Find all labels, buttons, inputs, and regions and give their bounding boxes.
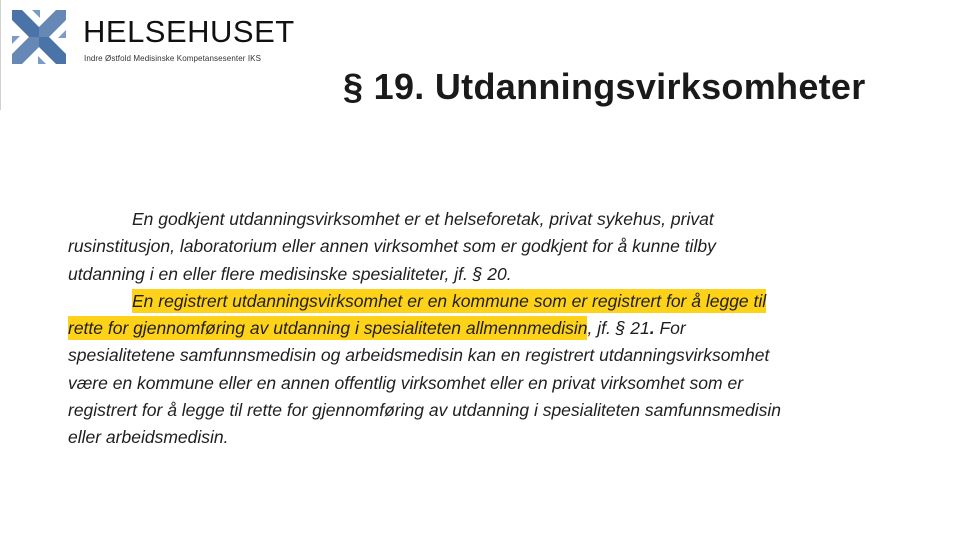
highlighted-text: rette for gjennomføring av utdanning i spesialiteten allmennmedisin xyxy=(68,318,588,339)
helsehuset-logo xyxy=(10,8,295,68)
highlighted-text: En registrert utdanningsvirksomhet er en kommune som er registrert for å legge til xyxy=(132,290,767,311)
logo-subtitle: Indre Østfold Medisinske Kompetansesenter IKS xyxy=(84,54,262,63)
paragraph2-line6: eller arbeidsmedisin. xyxy=(68,427,229,448)
slide-left-edge xyxy=(0,0,1,110)
helsehuset-logo-mark-icon xyxy=(10,8,68,66)
page-title: § 19. Utdanningsvirksomheter xyxy=(343,66,866,107)
continuation-text: For xyxy=(654,318,686,339)
reference-text: , jf. § 21 xyxy=(587,318,650,339)
paragraph2-line1 xyxy=(68,288,898,315)
paragraph2-line5: registrert for å legge til rette for gjennomføring av utdanning i spesialiteten samfunnsmedisin xyxy=(68,400,782,421)
law-text xyxy=(68,206,898,452)
paragraph1-line3: utdanning i en eller flere medisinske spesialiteter, jf. § 20. xyxy=(68,263,512,284)
paragraph1-line1: En godkjent utdanningsvirksomhet er et helseforetak, privat sykehus, privat xyxy=(132,209,714,229)
paragraph2-line2 xyxy=(68,315,898,342)
paragraph2-line4: være en kommune eller en annen offentlig virksomhet eller en privat virksomhet som er xyxy=(68,372,744,393)
sentence-end: . xyxy=(649,318,655,339)
paragraph1-line2: rusinstitusjon, laboratorium eller annen virksomhet som er godkjent for å kunne tilby xyxy=(68,236,716,257)
logo-wordmark: HELSEHUSET xyxy=(83,14,295,49)
paragraph2-line3: spesialitetene samfunnsmedisin og arbeidsmedisin kan en registrert utdanningsvirksomhet xyxy=(68,345,770,366)
